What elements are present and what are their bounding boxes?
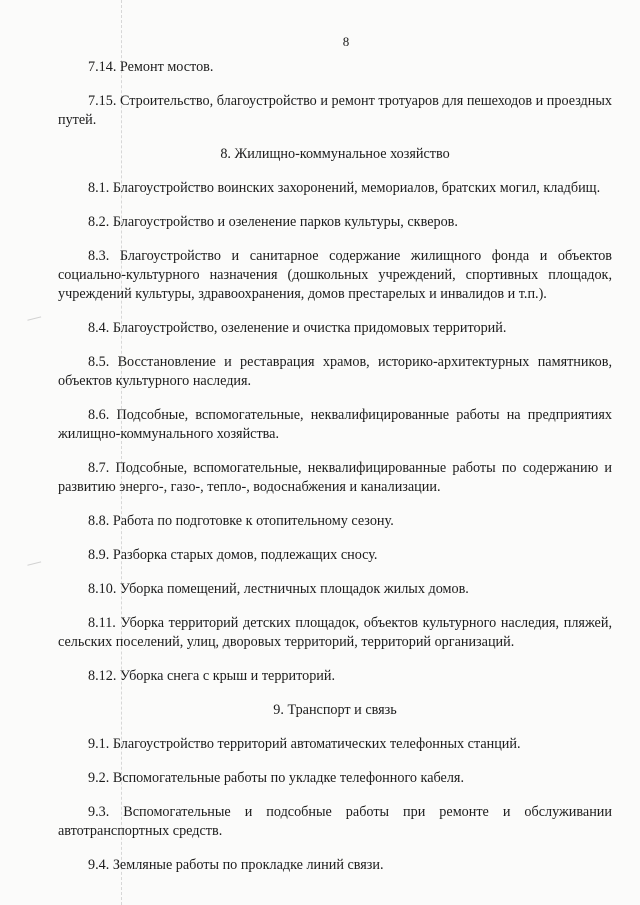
- list-item-paragraph: 8.1. Благоустройство воинских захоронений, мемориалов, братских могил, кладбищ.: [88, 180, 601, 196]
- list-item-paragraph: 9.2. Вспомогательные работы по укладке телефонного кабеля.: [88, 770, 465, 786]
- list-item-paragraph: 8.4. Благоустройство, озеленение и очистка придомовых территорий.: [88, 320, 507, 336]
- scan-artifact: [27, 561, 42, 571]
- list-item-paragraph: 8.9. Разборка старых домов, подлежащих сносу.: [88, 547, 378, 563]
- page-number: 8: [342, 34, 350, 49]
- list-item-paragraph: 8.11. Уборка территорий детских площадок, объектов культурного наследия, пляжей, сельских поселений, улиц, дворовых территорий, территорий организаций.: [58, 615, 612, 650]
- list-item-paragraph: 8.8. Работа по подготовке к отопительному сезону.: [88, 513, 394, 529]
- list-item-paragraph: 8.7. Подсобные, вспомогательные, неквалифицированные работы по содержанию и развитию энерго-, газо-, тепло-, водоснабжения и канализации.: [58, 460, 612, 495]
- list-item-paragraph: 8.3. Благоустройство и санитарное содержание жилищного фонда и объектов социально-культурного назначения (дошкольных учреждений, спортивных площадок, учреждений культуры, здравоохранения, домов престарелых и инвалидов и т.п.).: [58, 248, 612, 302]
- list-item-paragraph: 8.2. Благоустройство и озеленение парков культуры, скверов.: [88, 214, 458, 230]
- document-body: [58, 58, 612, 890]
- scan-artifact: [27, 316, 42, 326]
- list-item-paragraph: 8.12. Уборка снега с крыш и территорий.: [88, 668, 336, 684]
- list-item-paragraph: 9.3. Вспомогательные и подсобные работы при ремонте и обслуживании автотранспортных средств.: [58, 804, 612, 839]
- list-item-paragraph: 8.5. Восстановление и реставрация храмов, историко-архитектурных памятников, объектов культурного наследия.: [58, 354, 612, 389]
- list-item-paragraph: 9.4. Земляные работы по прокладке линий связи.: [88, 857, 384, 873]
- list-item-paragraph: 8.10. Уборка помещений, лестничных площадок жилых домов.: [88, 581, 469, 597]
- section-heading: 8. Жилищно-коммунальное хозяйство: [220, 146, 450, 162]
- list-item-paragraph: 7.14. Ремонт мостов.: [88, 59, 214, 75]
- list-item-paragraph: 8.6. Подсобные, вспомогательные, неквалифицированные работы на предприятиях жилищно-коммунального хозяйства.: [58, 407, 612, 442]
- list-item-paragraph: 7.15. Строительство, благоустройство и ремонт тротуаров для пешеходов и проездных путей.: [58, 93, 612, 128]
- list-item-paragraph: 9.1. Благоустройство территорий автоматических телефонных станций.: [88, 736, 521, 752]
- section-heading: 9. Транспорт и связь: [273, 702, 397, 718]
